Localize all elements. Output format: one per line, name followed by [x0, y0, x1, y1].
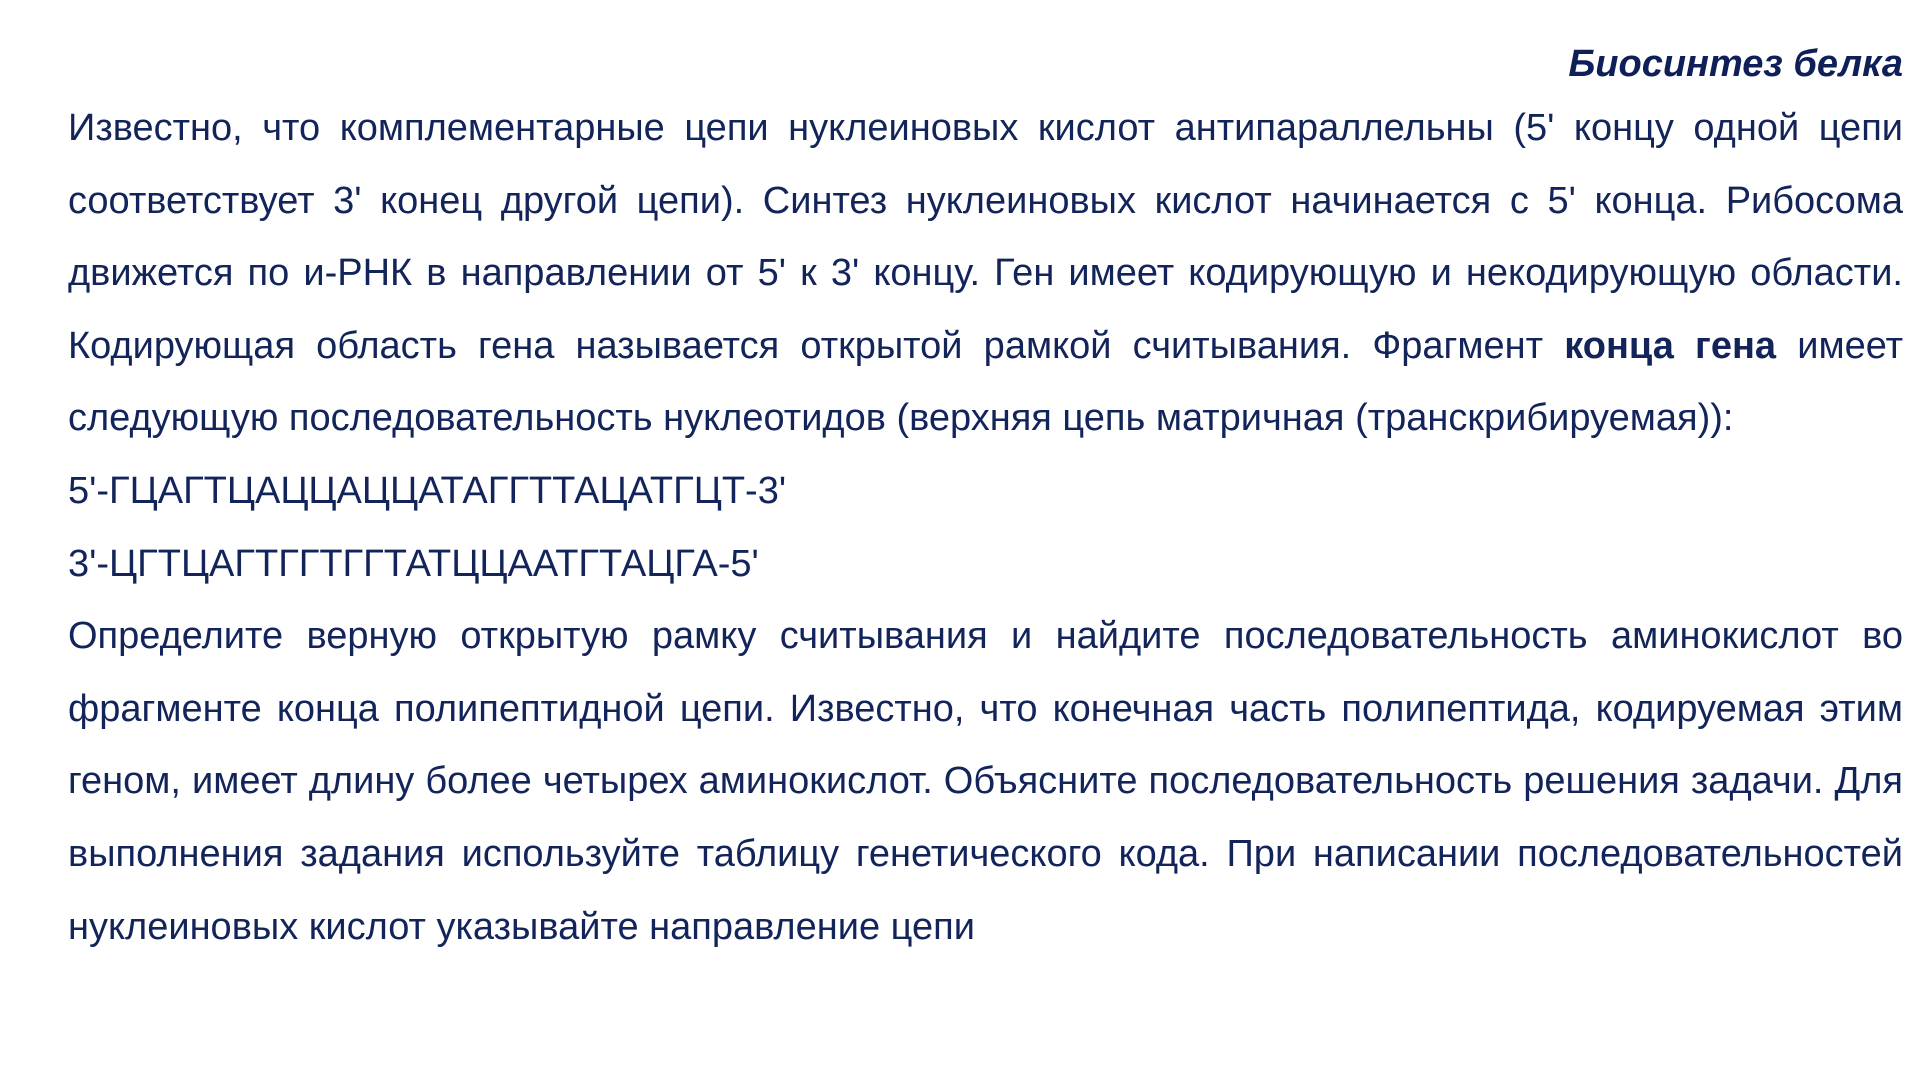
sequence-top-strand: 5'-ГЦАГТЦАЦЦАЦЦАТАГГТТАЦАТГЦТ-3': [68, 469, 787, 512]
slide: [68, 36, 1903, 1046]
intro-bold-phrase: конца гена: [1564, 324, 1777, 367]
sequence-bottom-strand: 3'-ЦГТЦАГТГГТГГТАТЦЦААТГТАЦГА-5': [68, 542, 759, 585]
intro-paragraph: [68, 92, 1903, 455]
intro-text-part2: имеет следующую последовательность нуклеотидов (верхняя цепь матричная (транскрибируемая)):: [68, 324, 1904, 440]
task-paragraph: Определите верную открытую рамку считывания и найдите последовательность аминокислот во фрагменте конца полипептидной цепи. Известно, что конечная часть полипептида, кодируемая этим геном, имеет длину более четырех аминокислот. Объясните последовательность решения задачи. Для выполнения задания используйте таблицу генетического кода. При написании последовательностей нуклеиновых кислот указывайте направление цепи: [68, 615, 1903, 948]
intro-text-part1: Известно, что комплементарные цепи нуклеиновых кислот антипараллельны (5' концу одной цепи соответствует 3' конец другой цепи). Синтез нуклеиновых кислот начинается с 5' конца. Рибосома движется по и-РНК в направлении от 5' к 3' концу. Ген имеет кодирующую и некодирующую области. Кодирующая область гена называется открытой рамкой считывания. Фрагмент: [68, 107, 1903, 367]
slide-title: Биосинтез белка: [1568, 43, 1903, 85]
